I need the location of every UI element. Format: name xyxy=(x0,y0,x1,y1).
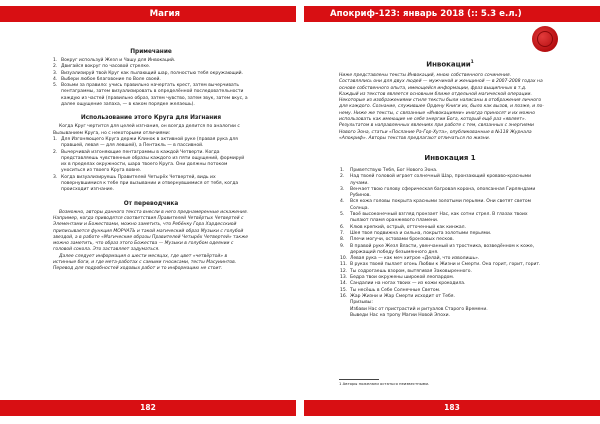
banishing-title: Использование этого Круга для Изгнания xyxy=(80,115,222,122)
note-title: Примечание xyxy=(130,49,172,55)
wax-seal-icon xyxy=(532,26,558,52)
list-item: 8. Плечи могучи, остовами бронзовых песков. xyxy=(340,237,454,243)
invocation-tail-line: Выведи Нас на тропу Магии Новой Эпохи. xyxy=(350,312,451,318)
invocation-1-body xyxy=(340,168,546,319)
invocation-tail-line: Избави Нас от пристрастий и ритуалов Старого Времени. xyxy=(350,306,488,312)
list-item: 12. Ты содрогаешь взором, вытягивая Заковыренного. xyxy=(340,268,472,274)
invocation-tail-line: Призывы: xyxy=(350,300,373,306)
left-header-title: Магия xyxy=(149,9,180,19)
banishing-intro: Когда Круг чертится для целей изгнания, он всегда делится по аналогии с Вызыванием Круга, но с некоторыми отличиями: xyxy=(53,124,240,136)
list-item: 2. Над твоей головой играет солнечный Шар, пронзающий кроваво-красными лучами. xyxy=(340,174,532,186)
list-item: 13. Бедра твои окружены широкой леопардом. xyxy=(340,275,455,281)
translator-paragraph: Далее следует информация о шести месяцах, где цвет «четвёртой» в истинные боги, и где мета-работах с самыми гносисами, тесты Масуиинтов. Перевод для подробностей ходовых работ и то информацию не стоит. xyxy=(53,253,237,272)
list-item: 5. Твоё высоконечный взгляд пронзает Нас, как сотни стрел. В глазах твоих пылают пламя оранжевого пламени. xyxy=(340,212,528,224)
translator-title: От переводчика xyxy=(123,200,179,207)
right-footer-bar xyxy=(304,400,600,416)
right-page-number: 183 xyxy=(444,403,460,412)
footnote-divider xyxy=(339,379,379,380)
translator-paragraph: Возможно, авторы данного текста внесли в него преднамеренные искажения. Например, когда приводятся соответствия Правителей Четвёртых Четвертей с Элементами и Божествами, можно заметить, что Ребёнку Гора Хардесскиой приписывается функция МОРЧАТЬ и такой магический образ Музыки с голубой звездой, а в работе «Магические образы Правителей Четырёх Четвертей» также можно заметить, что образ этого Божества — Музыки в голубом одеянии с головой сокола. Это заставляет задуматься. xyxy=(53,209,248,253)
left-footer-bar xyxy=(0,400,296,416)
list-item: 7. Шея твоя подвижна и сильна, покрыта золотыми перьями. xyxy=(340,230,492,236)
list-item: 1. Вокруг используй Жезл и Чашу для Инвокаций. xyxy=(53,58,176,63)
list-item: 10. Левая рука — как меч хитрое «Делай, что изволишь». xyxy=(340,256,480,262)
list-item: 11. В руках твоей пылает огонь Любви к Жизни и Смерти. Она горит, горит, горит. xyxy=(340,262,541,268)
list-item: 4. Вся кожа головы покрыта красными золотыми перьями. Они светят светом Солнца. xyxy=(340,199,532,211)
list-item: 1. Приветствую Тебя, Бог Нового Эона. xyxy=(340,168,438,173)
right-header-bar xyxy=(304,6,600,22)
list-item: 3. Венчает твою голову сферическая багровая корона, опоясанная Гирляндами Рубинов. xyxy=(340,186,536,199)
list-item: 2. Двигайся вокруг по часовой стрелке. xyxy=(53,64,151,70)
list-item: 5. Возьми за правило: учись правильно начертать крест, затем вычерчивать пентаграммы, затем визуализировать в определённой последовательности каждую из частей (правильно образ, затем чувство, затем звук, затем вкус, а далее ощущение запаха, — в каком порядке желаешь). xyxy=(53,83,248,108)
invocation-1-title: Инвокация 1 xyxy=(424,154,476,162)
list-item: 6. Клюв крепкий, острый, отточенный как кинжал. xyxy=(340,224,466,230)
list-item: 14. Сандалии на ногах твоих — из кожи крокодила. xyxy=(340,281,466,287)
list-item: 16. Жар Жизни и Жар Смерти исходит от Тебя. xyxy=(340,293,455,299)
invocations-intro: Ниже представлены тексты Инвокаций, мною собственного сочинения. Составлялись они для двух людей — мужчиной и женщиной — в 2007-2008 годах на основе собственного опыта, имеющейся информации, фраз выщипнных в т.д. Каждый из текстов является основным ближе отдельной магической операции. Некоторые из изображениями стиля тексты были написаны в отображения личного для каждого. Сознание, служившее Ордену Книги их, было как вызов, и позже, и по-нему. Ниже же тексты, с связанные «Инвокациями» иногда приносят и их можно использовать как имеющие не себя энергии Бога, который ещё раз «являет». Результатом в направленных явлениях при работе с тем, связанных с энергиями Нового Эона, статьи «Послание Ра-Гор-Хута», опубликованные в №118 Журнала «Апокриф». Авторы текстов предлагают отличаться по жизни. xyxy=(339,73,544,141)
list-item: 9. В правой руке Жезл Власти, увенчанный из тростника, возведённом к коже, держащий победу безымянного дня. xyxy=(340,243,535,255)
left-content xyxy=(53,48,249,273)
invocation-1-list xyxy=(340,168,546,300)
footnote: 1 Авторы пожелали остаться неизвестными. xyxy=(339,381,430,386)
left-header-bar xyxy=(0,6,296,22)
banishing-list xyxy=(53,137,249,194)
left-page-number: 182 xyxy=(140,403,156,412)
wax-seal-ring xyxy=(537,31,553,47)
footnote-mark: 1 xyxy=(470,60,474,65)
list-item: 15. Ты несёшь в Себе Солнечные Светом. xyxy=(340,287,441,293)
invocations-title: Инвокации$^1$ xyxy=(426,60,474,69)
note-list xyxy=(53,58,249,108)
list-item: 1. Для Изгоняющего Круга держи Клинок в активной руке (правая рука для правшей, левая — для левшей), а Пентакль — в пассивной. xyxy=(53,136,238,149)
list-item: 3. Когда визуализируешь Правителей Четырёх Четвертей, видь их повернувшимися к тебе при вызывании и отвернувшимися от тебя, когда происходит изгнание. xyxy=(53,174,239,193)
list-item: 2. Вычерчивай изгоняющие пентаграммы в каждой Четверти. Когда представляешь чувственные образы каждого из пяти ощущений, формируй их в пределах окружности, шара твоего Круга. Они должны потоком уноситься из твоего Круга вовне. xyxy=(53,149,245,174)
right-header-title: Апокриф-123: январь 2018 (:: 5.3 е.л.) xyxy=(330,9,522,19)
list-item: 4. Выбери любое благовоние по Воле своей. xyxy=(53,76,161,82)
list-item: 3. Визуализируй твой Круг как пылающий шар, полностью тебя окружающий. xyxy=(53,70,244,76)
